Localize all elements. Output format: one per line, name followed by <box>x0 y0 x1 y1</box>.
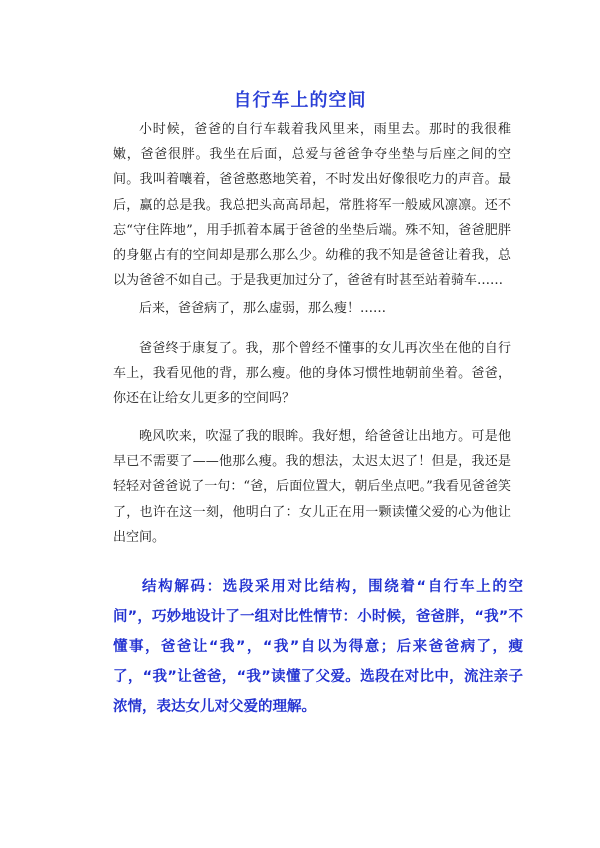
paragraph-illness: 后来，爸爸病了，那么虚弱，那么瘦！…… <box>139 301 387 316</box>
structure-analysis: 结构解码：选段采用对比结构，围绕着“自行车上的空间”，巧妙地设计了一组对比性情节：小时候，爸爸胖，“我”不懂事，爸爸让“我”，“我”自以为得意；后来爸爸病了，瘦了，“我”让爸爸，“我”读懂了父爱。选段在对比中，流注亲子浓情，表达女儿对父爱的理解。 <box>113 579 523 715</box>
page-title: 自行车上的空间 <box>233 90 367 112</box>
paragraph-childhood: 小时候，爸爸的自行车载着我风里来，雨里去。那时的我很稚嫩，爸爸很胖。我坐在后面，总爱与爸爸争夺坐垫与后座之间的空间。我叫着嚷着，爸爸憨憨地笑着，不时发出好像很吃力的声音。最后，赢的总是我。我总把头高高昂起，常胜将军一般威风凛凛。还不忘“守住阵地”，用手抓着本属于爸爸的坐垫后端。殊不知，爸爸肥胖的身躯占有的空间却是那么那么少。幼稚的我不知是爸爸让着我，总以为爸爸不如自己。于是我更加过分了，爸爸有时甚至站着骑车…… <box>113 122 511 289</box>
paragraph-recovery: 爸爸终于康复了。我，那个曾经不懂事的女儿再次坐在他的自行车上，我看见他的背，那么瘦。他的身体习惯性地朝前坐着。爸爸，你还在让给女儿更多的空间吗？ <box>113 341 511 407</box>
paragraph-evening: 晚风吹来，吹湿了我的眼眸。我好想，给爸爸让出地方。可是他早已不需要了——他那么瘦。我的想法，太迟太迟了！但是，我还是轻轻对爸爸说了一句：“爸，后面位置大，朝后坐点吧。”我看见爸爸笑了，也许在这一刻，他明白了：女儿正在用一颗读懂父爱的心为他让出空间。 <box>113 429 511 545</box>
